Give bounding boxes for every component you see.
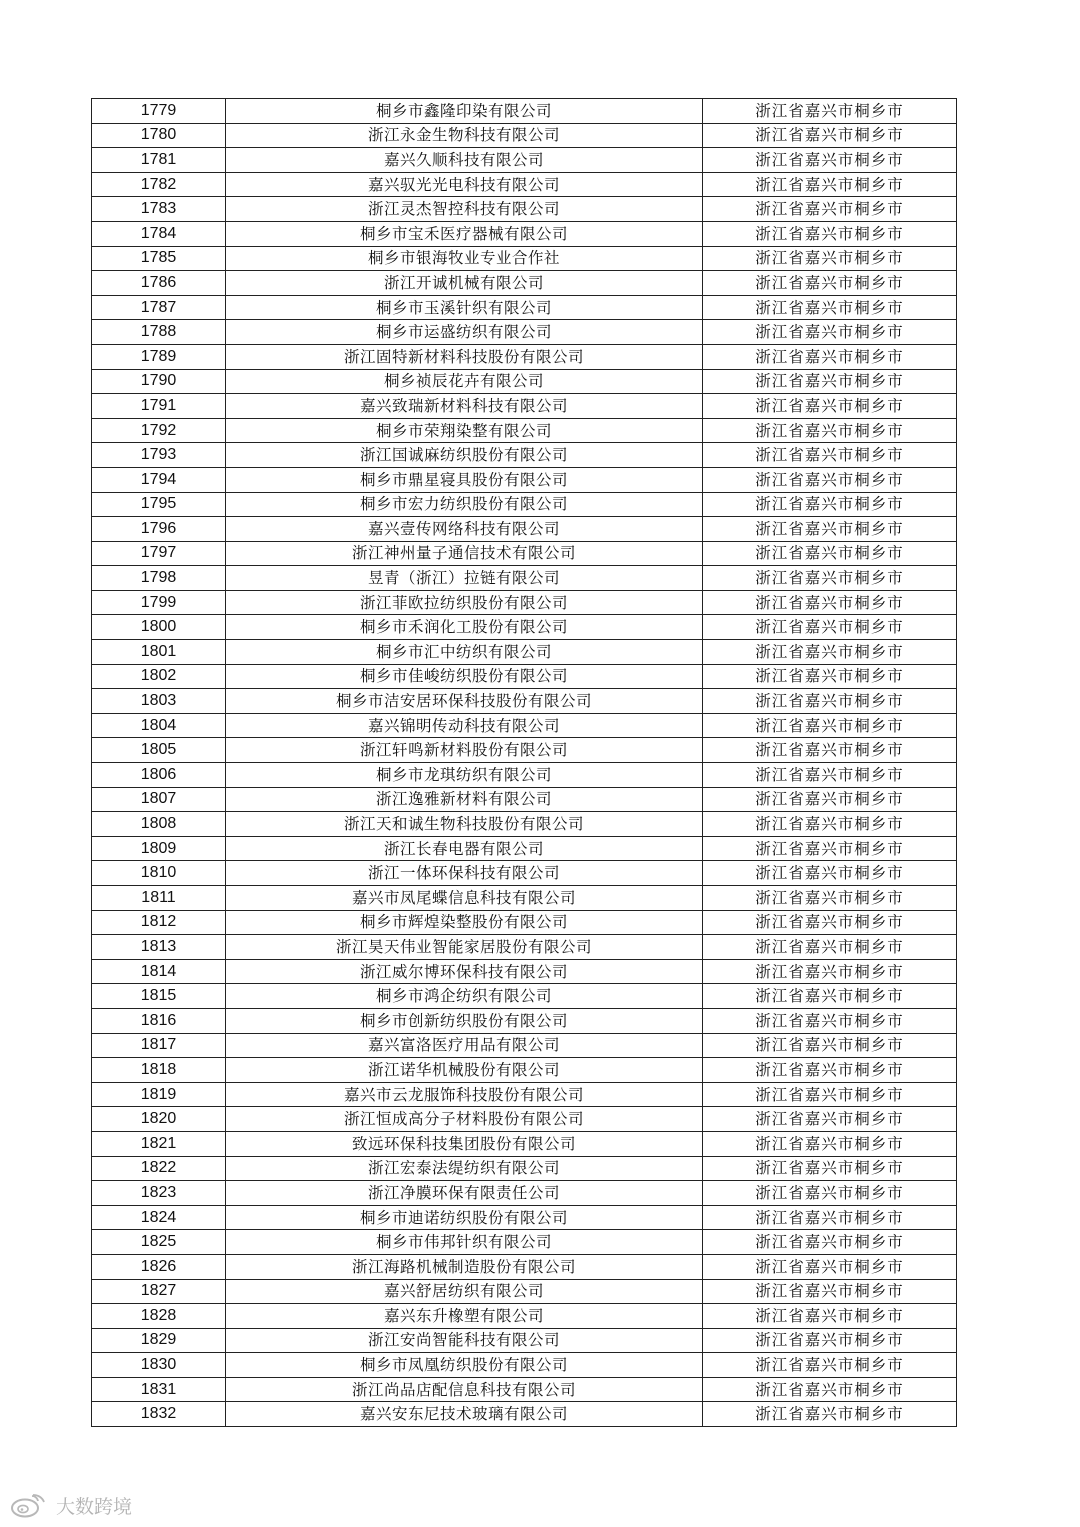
table-row <box>92 99 957 124</box>
company-location: 浙江省嘉兴市桐乡市 <box>703 886 957 911</box>
row-number: 1829 <box>92 1328 226 1353</box>
company-name: 浙江昊天伟业智能家居股份有限公司 <box>226 935 703 960</box>
company-name: 浙江海路机械制造股份有限公司 <box>226 1254 703 1279</box>
table-row <box>92 1181 957 1206</box>
table-row <box>92 197 957 222</box>
company-name: 昱青（浙江）拉链有限公司 <box>226 566 703 591</box>
table-row <box>92 1008 957 1033</box>
company-name: 桐乡市伟邦针织有限公司 <box>226 1230 703 1255</box>
company-location: 浙江省嘉兴市桐乡市 <box>703 861 957 886</box>
company-location: 浙江省嘉兴市桐乡市 <box>703 492 957 517</box>
row-number: 1794 <box>92 467 226 492</box>
row-number: 1832 <box>92 1402 226 1427</box>
table-row <box>92 590 957 615</box>
company-name: 嘉兴东升橡塑有限公司 <box>226 1304 703 1329</box>
company-name: 嘉兴锦明传动科技有限公司 <box>226 713 703 738</box>
row-number: 1819 <box>92 1082 226 1107</box>
row-number: 1787 <box>92 295 226 320</box>
row-number: 1792 <box>92 418 226 443</box>
company-name: 浙江诺华机械股份有限公司 <box>226 1058 703 1083</box>
row-number: 1821 <box>92 1131 226 1156</box>
company-name: 浙江天和诚生物科技股份有限公司 <box>226 812 703 837</box>
company-name: 桐乡市创新纺织股份有限公司 <box>226 1008 703 1033</box>
company-location: 浙江省嘉兴市桐乡市 <box>703 467 957 492</box>
table-row <box>92 1304 957 1329</box>
company-name: 浙江国诚麻纺织股份有限公司 <box>226 443 703 468</box>
table-row <box>92 271 957 296</box>
row-number: 1827 <box>92 1279 226 1304</box>
company-location: 浙江省嘉兴市桐乡市 <box>703 123 957 148</box>
table-row <box>92 344 957 369</box>
company-name: 桐乡市运盛纺织有限公司 <box>226 320 703 345</box>
company-name: 浙江恒成高分子材料股份有限公司 <box>226 1107 703 1132</box>
row-number: 1783 <box>92 197 226 222</box>
company-name: 桐乡市洁安居环保科技股份有限公司 <box>226 689 703 714</box>
company-name: 浙江尚品店配信息科技有限公司 <box>226 1377 703 1402</box>
company-name: 桐乡市荣翔染整有限公司 <box>226 418 703 443</box>
row-number: 1823 <box>92 1181 226 1206</box>
row-number: 1811 <box>92 886 226 911</box>
company-location: 浙江省嘉兴市桐乡市 <box>703 148 957 173</box>
company-name: 浙江宏泰法缇纺织有限公司 <box>226 1156 703 1181</box>
table-row <box>92 369 957 394</box>
table-row <box>92 1107 957 1132</box>
company-location: 浙江省嘉兴市桐乡市 <box>703 1377 957 1402</box>
company-location: 浙江省嘉兴市桐乡市 <box>703 1008 957 1033</box>
company-name: 桐乡市佳峻纺织股份有限公司 <box>226 664 703 689</box>
company-name: 浙江一体环保科技有限公司 <box>226 861 703 886</box>
row-number: 1795 <box>92 492 226 517</box>
company-location: 浙江省嘉兴市桐乡市 <box>703 1181 957 1206</box>
table-row <box>92 320 957 345</box>
row-number: 1810 <box>92 861 226 886</box>
company-location: 浙江省嘉兴市桐乡市 <box>703 295 957 320</box>
table-row <box>92 689 957 714</box>
row-number: 1808 <box>92 812 226 837</box>
company-name: 桐乡市银海牧业专业合作社 <box>226 246 703 271</box>
company-location: 浙江省嘉兴市桐乡市 <box>703 836 957 861</box>
row-number: 1805 <box>92 738 226 763</box>
company-location: 浙江省嘉兴市桐乡市 <box>703 517 957 542</box>
company-location: 浙江省嘉兴市桐乡市 <box>703 1304 957 1329</box>
company-location: 浙江省嘉兴市桐乡市 <box>703 320 957 345</box>
row-number: 1815 <box>92 984 226 1009</box>
table-row <box>92 1131 957 1156</box>
table-row <box>92 295 957 320</box>
row-number: 1809 <box>92 836 226 861</box>
weibo-icon <box>8 1494 50 1518</box>
row-number: 1826 <box>92 1254 226 1279</box>
company-name: 桐乡市鑫隆印染有限公司 <box>226 99 703 124</box>
table-row <box>92 861 957 886</box>
row-number: 1824 <box>92 1205 226 1230</box>
table-row <box>92 1230 957 1255</box>
table-row <box>92 246 957 271</box>
watermark <box>8 1492 132 1519</box>
row-number: 1781 <box>92 148 226 173</box>
company-name: 浙江菲欧拉纺织股份有限公司 <box>226 590 703 615</box>
company-location: 浙江省嘉兴市桐乡市 <box>703 1058 957 1083</box>
row-number: 1812 <box>92 910 226 935</box>
row-number: 1790 <box>92 369 226 394</box>
row-number: 1802 <box>92 664 226 689</box>
table-row <box>92 1082 957 1107</box>
company-location: 浙江省嘉兴市桐乡市 <box>703 1328 957 1353</box>
row-number: 1797 <box>92 541 226 566</box>
table-row <box>92 517 957 542</box>
table-row <box>92 910 957 935</box>
company-name: 嘉兴富洛医疗用品有限公司 <box>226 1033 703 1058</box>
table-row <box>92 443 957 468</box>
company-name: 浙江净膜环保有限责任公司 <box>226 1181 703 1206</box>
company-name: 浙江灵杰智控科技有限公司 <box>226 197 703 222</box>
company-location: 浙江省嘉兴市桐乡市 <box>703 763 957 788</box>
table-row <box>92 763 957 788</box>
company-name: 嘉兴市凤尾蝶信息科技有限公司 <box>226 886 703 911</box>
company-location: 浙江省嘉兴市桐乡市 <box>703 689 957 714</box>
row-number: 1804 <box>92 713 226 738</box>
company-name: 桐乡市辉煌染整股份有限公司 <box>226 910 703 935</box>
company-location: 浙江省嘉兴市桐乡市 <box>703 812 957 837</box>
row-number: 1785 <box>92 246 226 271</box>
table-row <box>92 812 957 837</box>
table-row <box>92 1377 957 1402</box>
company-location: 浙江省嘉兴市桐乡市 <box>703 713 957 738</box>
table-row <box>92 640 957 665</box>
company-name: 嘉兴安东尼技术玻璃有限公司 <box>226 1402 703 1427</box>
company-name: 桐乡市鼎星寝具股份有限公司 <box>226 467 703 492</box>
company-location: 浙江省嘉兴市桐乡市 <box>703 1230 957 1255</box>
table-row <box>92 467 957 492</box>
row-number: 1796 <box>92 517 226 542</box>
company-name: 浙江永金生物科技有限公司 <box>226 123 703 148</box>
company-location: 浙江省嘉兴市桐乡市 <box>703 172 957 197</box>
table-row <box>92 221 957 246</box>
company-location: 浙江省嘉兴市桐乡市 <box>703 344 957 369</box>
table-row <box>92 1328 957 1353</box>
row-number: 1800 <box>92 615 226 640</box>
company-name: 桐乡市玉溪针织有限公司 <box>226 295 703 320</box>
company-location: 浙江省嘉兴市桐乡市 <box>703 1082 957 1107</box>
company-name: 嘉兴致瑞新材料科技有限公司 <box>226 394 703 419</box>
row-number: 1784 <box>92 221 226 246</box>
row-number: 1807 <box>92 787 226 812</box>
company-location: 浙江省嘉兴市桐乡市 <box>703 1205 957 1230</box>
watermark-text: 大数跨境 <box>56 1496 133 1518</box>
company-list-table <box>91 98 957 1427</box>
table-row <box>92 123 957 148</box>
table-row <box>92 1279 957 1304</box>
table-row <box>92 1353 957 1378</box>
table-row <box>92 172 957 197</box>
row-number: 1791 <box>92 394 226 419</box>
company-name: 致远环保科技集团股份有限公司 <box>226 1131 703 1156</box>
row-number: 1799 <box>92 590 226 615</box>
company-location: 浙江省嘉兴市桐乡市 <box>703 541 957 566</box>
company-name: 浙江神州量子通信技术有限公司 <box>226 541 703 566</box>
company-name: 桐乡市汇中纺织有限公司 <box>226 640 703 665</box>
company-location: 浙江省嘉兴市桐乡市 <box>703 615 957 640</box>
company-location: 浙江省嘉兴市桐乡市 <box>703 443 957 468</box>
company-location: 浙江省嘉兴市桐乡市 <box>703 99 957 124</box>
row-number: 1789 <box>92 344 226 369</box>
company-name: 嘉兴舒居纺织有限公司 <box>226 1279 703 1304</box>
row-number: 1816 <box>92 1008 226 1033</box>
table-body <box>92 99 957 1427</box>
table-row <box>92 1033 957 1058</box>
company-location: 浙江省嘉兴市桐乡市 <box>703 418 957 443</box>
company-name: 浙江安尚智能科技有限公司 <box>226 1328 703 1353</box>
company-name: 桐乡市凤凰纺织股份有限公司 <box>226 1353 703 1378</box>
table-row <box>92 1254 957 1279</box>
table-row <box>92 959 957 984</box>
company-name: 浙江固特新材料科技股份有限公司 <box>226 344 703 369</box>
company-name: 嘉兴市云龙服饰科技股份有限公司 <box>226 1082 703 1107</box>
company-name: 桐乡市鸿企纺织有限公司 <box>226 984 703 1009</box>
company-location: 浙江省嘉兴市桐乡市 <box>703 246 957 271</box>
company-location: 浙江省嘉兴市桐乡市 <box>703 959 957 984</box>
company-location: 浙江省嘉兴市桐乡市 <box>703 394 957 419</box>
table-row <box>92 664 957 689</box>
company-name: 浙江开诚机械有限公司 <box>226 271 703 296</box>
row-number: 1828 <box>92 1304 226 1329</box>
company-location: 浙江省嘉兴市桐乡市 <box>703 369 957 394</box>
company-name: 嘉兴壹传网络科技有限公司 <box>226 517 703 542</box>
table-row <box>92 935 957 960</box>
company-location: 浙江省嘉兴市桐乡市 <box>703 984 957 1009</box>
company-location: 浙江省嘉兴市桐乡市 <box>703 1156 957 1181</box>
company-location: 浙江省嘉兴市桐乡市 <box>703 787 957 812</box>
table-row <box>92 984 957 1009</box>
table-row <box>92 394 957 419</box>
company-name: 浙江轩鸣新材料股份有限公司 <box>226 738 703 763</box>
table-row <box>92 541 957 566</box>
row-number: 1786 <box>92 271 226 296</box>
row-number: 1822 <box>92 1156 226 1181</box>
table-row <box>92 1402 957 1427</box>
table-row <box>92 713 957 738</box>
row-number: 1780 <box>92 123 226 148</box>
company-name: 桐乡市宝禾医疗器械有限公司 <box>226 221 703 246</box>
company-name: 桐乡市禾润化工股份有限公司 <box>226 615 703 640</box>
company-location: 浙江省嘉兴市桐乡市 <box>703 1033 957 1058</box>
table-row <box>92 615 957 640</box>
row-number: 1813 <box>92 935 226 960</box>
row-number: 1817 <box>92 1033 226 1058</box>
row-number: 1825 <box>92 1230 226 1255</box>
table-row <box>92 566 957 591</box>
company-location: 浙江省嘉兴市桐乡市 <box>703 664 957 689</box>
company-location: 浙江省嘉兴市桐乡市 <box>703 1131 957 1156</box>
table-row <box>92 418 957 443</box>
table-row <box>92 886 957 911</box>
row-number: 1782 <box>92 172 226 197</box>
row-number: 1793 <box>92 443 226 468</box>
company-location: 浙江省嘉兴市桐乡市 <box>703 271 957 296</box>
table-row <box>92 492 957 517</box>
company-location: 浙江省嘉兴市桐乡市 <box>703 566 957 591</box>
company-location: 浙江省嘉兴市桐乡市 <box>703 910 957 935</box>
row-number: 1806 <box>92 763 226 788</box>
table-row <box>92 836 957 861</box>
row-number: 1788 <box>92 320 226 345</box>
company-location: 浙江省嘉兴市桐乡市 <box>703 590 957 615</box>
table-row <box>92 1058 957 1083</box>
company-location: 浙江省嘉兴市桐乡市 <box>703 738 957 763</box>
row-number: 1831 <box>92 1377 226 1402</box>
company-name: 浙江长春电器有限公司 <box>226 836 703 861</box>
company-location: 浙江省嘉兴市桐乡市 <box>703 640 957 665</box>
row-number: 1820 <box>92 1107 226 1132</box>
table-row <box>92 1205 957 1230</box>
row-number: 1818 <box>92 1058 226 1083</box>
company-location: 浙江省嘉兴市桐乡市 <box>703 1353 957 1378</box>
table-row <box>92 148 957 173</box>
company-location: 浙江省嘉兴市桐乡市 <box>703 1107 957 1132</box>
table-row <box>92 787 957 812</box>
row-number: 1803 <box>92 689 226 714</box>
company-location: 浙江省嘉兴市桐乡市 <box>703 1254 957 1279</box>
company-name: 浙江逸雅新材料有限公司 <box>226 787 703 812</box>
company-name: 嘉兴驭光光电科技有限公司 <box>226 172 703 197</box>
company-name: 桐乡市迪诺纺织股份有限公司 <box>226 1205 703 1230</box>
company-location: 浙江省嘉兴市桐乡市 <box>703 1402 957 1427</box>
company-location: 浙江省嘉兴市桐乡市 <box>703 197 957 222</box>
table-row <box>92 738 957 763</box>
row-number: 1801 <box>92 640 226 665</box>
company-location: 浙江省嘉兴市桐乡市 <box>703 1279 957 1304</box>
company-name: 桐乡祯辰花卉有限公司 <box>226 369 703 394</box>
company-location: 浙江省嘉兴市桐乡市 <box>703 935 957 960</box>
row-number: 1830 <box>92 1353 226 1378</box>
row-number: 1779 <box>92 99 226 124</box>
company-name: 浙江威尔博环保科技有限公司 <box>226 959 703 984</box>
row-number: 1798 <box>92 566 226 591</box>
company-location: 浙江省嘉兴市桐乡市 <box>703 221 957 246</box>
company-name: 嘉兴久顺科技有限公司 <box>226 148 703 173</box>
company-name: 桐乡市宏力纺织股份有限公司 <box>226 492 703 517</box>
company-name: 桐乡市龙琪纺织有限公司 <box>226 763 703 788</box>
table-row <box>92 1156 957 1181</box>
row-number: 1814 <box>92 959 226 984</box>
